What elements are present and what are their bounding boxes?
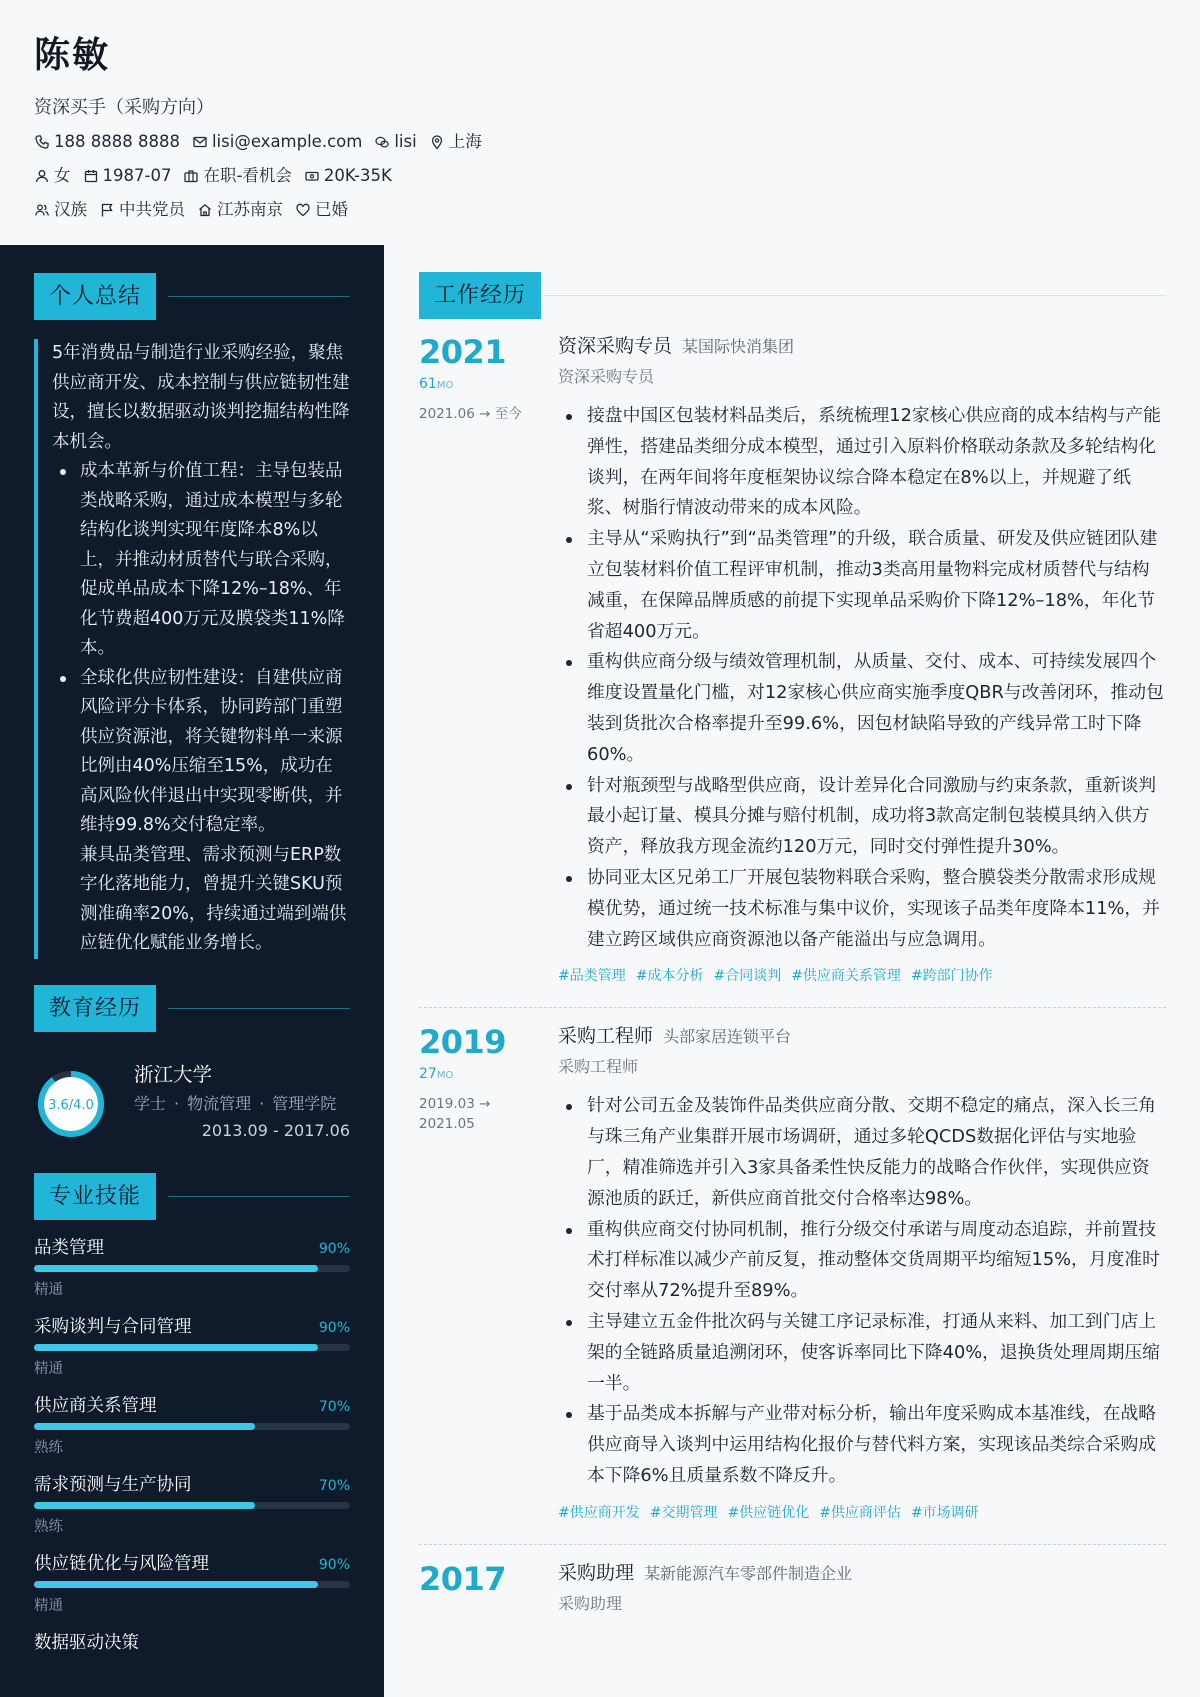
job-tag: #品类管理 (558, 968, 626, 985)
job-year: 2021 (419, 333, 507, 371)
degree-info (134, 1092, 344, 1116)
job-details (558, 1022, 1166, 1521)
job-bullets (558, 1091, 1166, 1491)
skill-percent: 70% (318, 1477, 350, 1494)
job-duration: 27MO (419, 1066, 454, 1083)
skill-name: 数据驱动决策 (34, 1632, 139, 1653)
section-divider (168, 1008, 350, 1009)
job-role: 资深采购专员 (558, 367, 655, 386)
job-year: 2019 (419, 1023, 507, 1062)
job-timeline (419, 1559, 549, 1599)
job-tags (558, 965, 1166, 985)
skill-item (34, 1314, 350, 1379)
info-political: 中共党员 (99, 198, 185, 222)
job-tag: #供应商开发 (558, 1504, 640, 1521)
section-divider (168, 296, 350, 297)
section-divider (168, 1196, 350, 1197)
skill-bar-fill (34, 1265, 318, 1272)
job-bullet: 接盘中国区包装材料品类后，系统梳理12家核心供应商的成本结构与产能弹性，搭建品类细分成本模型，通过引入原料价格联动条款及多轮结构化谈判，在两年间将年度框架协议综合降本稳定在8%以上，并规避了纸浆、树脂行情波动带来的成本风险。 (558, 401, 1166, 524)
skill-item (34, 1393, 350, 1458)
degree: 学士 (134, 1093, 167, 1113)
job-bullet: 重构供应商分级与绩效管理机制，从质量、交付、成本、可持续发展四个维度设置量化门槛，对12家核心供应商实施季度QBR与改善闭环，推动包装到货批次合格率提升至99.6%，因包材缺陷导致的产线异常工时下降60%。 (558, 647, 1166, 770)
education-period: 2013.09 - 2017.06 (201, 1120, 350, 1140)
skills-list (34, 1235, 350, 1656)
skill-bar-fill (34, 1581, 318, 1588)
skill-level: 熟练 (34, 1439, 63, 1456)
calendar-icon (83, 168, 99, 184)
job-title: 采购助理 某新能源汽车零部件制造企业 (558, 1561, 853, 1584)
info-phone: 188 8888 8888 (34, 130, 180, 154)
job-entry (419, 1559, 1166, 1616)
education-item (34, 1057, 350, 1157)
job-tags (558, 1502, 1166, 1522)
skill-percent: 90% (318, 1556, 350, 1573)
summary-section-header (34, 273, 350, 321)
summary-point: 兼具品类管理、需求预测与ERP数字化落地能力，曾提升关键SKU预测准确率20%，持续通过端到端供应链优化赋能业务增长。 (80, 844, 347, 953)
skill-level: 精通 (34, 1597, 63, 1614)
skill-bar-fill (34, 1423, 255, 1430)
job-duration: 61MO (419, 376, 454, 392)
skill-bar (34, 1344, 350, 1351)
candidate-name: 陈敏 (34, 35, 111, 76)
summary-intro: 5年消费品与制造行业采购经验，聚焦供应商开发、成本控制与供应链韧性建设，擅长以数据驱动谈判挖掘结构性降本机会。 (52, 343, 350, 452)
job-tag: #供应商关系管理 (791, 968, 901, 985)
education-section-title: 教育经历 (34, 985, 156, 1032)
job-bullet: 主导建立五金件批次码与关键工序记录标准，打通从来料、加工到门店上架的全链路质量追溯闭环，使客诉率同比下降40%，退换货处理周期压缩一半。 (558, 1307, 1166, 1399)
skill-name: 品类管理 (34, 1237, 104, 1258)
info-salary: 20K-35K (304, 164, 392, 188)
info-marital: 已婚 (295, 198, 348, 222)
info-location: 上海 (429, 130, 482, 154)
major: 物流管理 (187, 1093, 252, 1113)
contact-line (34, 130, 1200, 154)
skill-bar-fill (34, 1344, 318, 1351)
gpa-value: 3.6/4.0 (48, 1097, 94, 1113)
skill-item (34, 1472, 350, 1537)
work-section-header (419, 272, 1166, 320)
work-section-title: 工作经历 (419, 272, 541, 319)
skill-bar (34, 1265, 350, 1272)
job-bullets (558, 401, 1166, 955)
skills-section-header (34, 1173, 350, 1221)
summary-point: 成本革新与价值工程：主导包装品类战略采购，通过成本模型与多轮结构化谈判实现年度降本8%以上，并推动材质替代与联合采购，促成单品成本下降12%–18%、年化节费超400万元及膜袋类11%降本。 (52, 457, 350, 664)
education-section-header (34, 985, 350, 1033)
phone-icon (34, 134, 50, 150)
flag-icon (99, 202, 115, 218)
job-role: 采购工程师 (558, 1057, 639, 1077)
job-entry (419, 332, 1166, 985)
skill-level: 精通 (34, 1360, 63, 1377)
info-hometown: 江苏南京 (197, 198, 283, 222)
job-year: 2017 (419, 1559, 507, 1598)
job-title: 采购工程师 头部家居连锁平台 (558, 1025, 792, 1048)
college: 管理学院 (272, 1093, 337, 1113)
job-tag: #市场调研 (910, 1504, 979, 1521)
skill-bar (34, 1581, 350, 1588)
job-company: 某新能源汽车零部件制造企业 (644, 1563, 853, 1583)
skill-level: 熟练 (34, 1518, 63, 1535)
sidebar (0, 245, 384, 1697)
job-entry (419, 1022, 1166, 1521)
info-ethnicity: 汉族 (34, 198, 87, 222)
job-details (558, 1559, 1166, 1616)
skill-name: 供应链优化与风险管理 (34, 1553, 209, 1574)
user-icon (34, 168, 50, 184)
job-bullet: 针对瓶颈型与战略型供应商，设计差异化合同激励与约束条款，重新谈判最小起订量、模具分摊与赔付机制，成功将3款高定制包装模具纳入供方资产，释放我方现金流约120万元，同时交付弹性提升30%。 (558, 771, 1166, 863)
job-timeline (419, 1022, 549, 1134)
mail-icon (192, 134, 208, 150)
skill-percent: 90% (318, 1240, 350, 1257)
school-name: 浙江大学 (134, 1062, 213, 1086)
skill-item (34, 1551, 350, 1616)
background-line (34, 198, 1200, 222)
gpa-ring (36, 1069, 106, 1139)
job-bullet: 针对公司五金及装饰件品类供应商分散、交期不稳定的痛点，深入长三角与珠三角产业集群开展市场调研，通过多轮QCDS数据化评估与实地验厂，精准筛选并引入3家具备柔性快反能力的战略合作伙伴，实现供应资源池质的跃迁，新供应商首批交付合格率达98%。 (558, 1091, 1166, 1214)
job-tag: #交期管理 (649, 1504, 718, 1521)
summary-block (34, 339, 350, 959)
skill-item (34, 1235, 350, 1300)
info-status: 在职-看机会 (183, 164, 291, 188)
job-divider (419, 1007, 1166, 1008)
skill-percent: 90% (318, 1319, 350, 1336)
briefcase-icon (183, 168, 199, 184)
job-title: 资深采购专员 某国际快消集团 (558, 335, 795, 357)
job-bullet: 重构供应商交付协同机制，推行分级交付承诺与周度动态追踪，并前置技术打样标准以减少产前反复，推动整体交货周期平均缩短15%，月度准时交付率从72%提升至89%。 (558, 1215, 1166, 1307)
job-tag: #成本分析 (635, 968, 704, 985)
wechat-icon (374, 134, 390, 150)
location-icon (429, 134, 445, 150)
job-company: 头部家居连锁平台 (663, 1027, 792, 1047)
candidate-title: 资深买手（采购方向） (34, 97, 214, 118)
job-tag: #供应链优化 (727, 1504, 810, 1521)
skill-bar (34, 1502, 350, 1509)
job-company: 某国际快消集团 (682, 337, 795, 356)
skill-bar-fill (34, 1502, 255, 1509)
main-content (419, 272, 1166, 1616)
job-details (558, 332, 1166, 985)
money-icon (304, 168, 320, 184)
skill-name: 采购谈判与合同管理 (34, 1316, 192, 1337)
skill-item (34, 1630, 350, 1656)
summary-list (52, 457, 350, 959)
job-tag: #供应商评估 (819, 1504, 901, 1521)
summary-section-title: 个人总结 (34, 273, 156, 320)
job-bullet: 基于品类成本拆解与产业带对标分析，输出年度采购成本基准线，在战略供应商导入谈判中运用结构化报价与替代料方案，实现该品类综合采购成本下降6%且质量系数不降反升。 (558, 1399, 1166, 1491)
job-period: 2021.06 → 至今 (419, 406, 522, 422)
info-birth: 1987-07 (83, 164, 172, 188)
info-email: lisi@example.com (192, 130, 362, 154)
section-divider (542, 295, 1166, 296)
separator-dot: · (259, 1093, 265, 1113)
job-period: 2019.03 → 2021.05 (419, 1096, 491, 1133)
skill-name: 需求预测与生产协同 (34, 1474, 192, 1495)
skill-percent: 70% (318, 1398, 350, 1415)
job-divider (419, 1544, 1166, 1545)
job-timeline (419, 332, 549, 424)
job-bullet: 主导从“采购执行”到“品类管理”的升级，联合质量、研发及供应链团队建立包装材料价值工程评审机制，推动3类高用量物料完成材质替代与结构减重，在保障品牌质感的前提下实现单品采购价下降12%–18%，年化节省超400万元。 (558, 524, 1166, 647)
separator-dot: · (174, 1093, 180, 1113)
resume-header (0, 0, 1200, 245)
home-icon (197, 202, 213, 218)
skill-bar (34, 1423, 350, 1430)
skills-section-title: 专业技能 (34, 1173, 156, 1220)
skill-name: 供应商关系管理 (34, 1395, 157, 1416)
personal-line (34, 164, 1200, 188)
job-bullet: 协同亚太区兄弟工厂开展包装物料联合采购，整合膜袋类分散需求形成规模优势，通过统一技术标准与集中议价，实现该子品类年度降本11%，并建立跨区域供应商资源池以备产能溢出与应急调用。 (558, 863, 1166, 955)
job-tag: #合同谈判 (713, 968, 782, 985)
heart-icon (295, 202, 311, 218)
info-gender: 女 (34, 164, 71, 188)
people-icon (34, 202, 50, 218)
job-tag: #跨部门协作 (910, 968, 993, 985)
summary-point: 全球化供应韧性建设：自建供应商风险评分卡体系，协同跨部门重塑供应资源池，将关键物料单一来源比例由40%压缩至15%，成功在高风险伙伴退出中实现零断供，并维持99.8%交付稳定率。 (52, 664, 350, 841)
job-role: 采购助理 (558, 1593, 623, 1613)
skill-level: 精通 (34, 1281, 63, 1298)
info-wechat: lisi (374, 130, 416, 154)
